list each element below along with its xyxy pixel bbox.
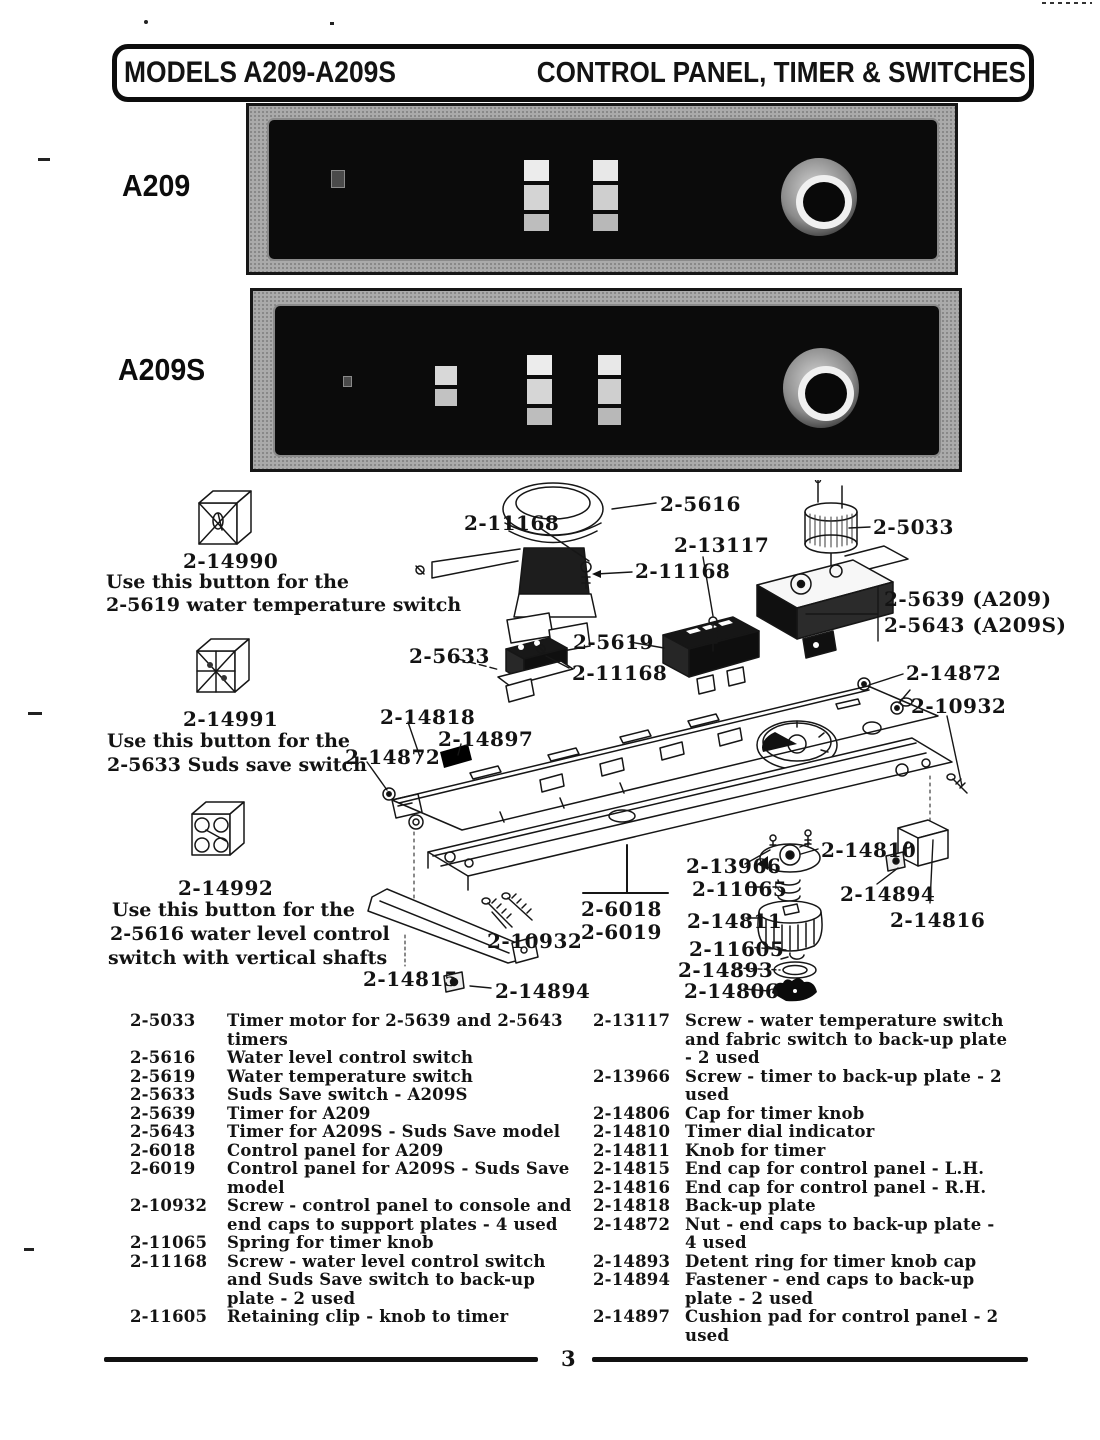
part-row bbox=[593, 1123, 1013, 1142]
page-number: 3 bbox=[561, 1346, 576, 1371]
button-note-line: 2-5633 Suds save switch bbox=[107, 754, 367, 776]
part-row bbox=[593, 1271, 1013, 1308]
button-note-line: Use this button for the bbox=[112, 899, 355, 921]
callout-2-14816: 2-14816 bbox=[890, 908, 986, 932]
panel-indicator-glyph bbox=[331, 170, 345, 188]
part-description: Nut - end caps to back-up plate - 4 used bbox=[685, 1214, 995, 1252]
part-row bbox=[593, 1179, 1013, 1198]
part-description: End cap for control panel - L.H. bbox=[685, 1159, 985, 1178]
button-note-line: 2-5616 water level control bbox=[110, 923, 390, 945]
panel-a209-label: A209 bbox=[122, 168, 191, 203]
part-row bbox=[593, 1068, 1013, 1105]
part-description: Back-up plate bbox=[685, 1196, 816, 1215]
callout-2-14872: 2-14872 bbox=[345, 745, 441, 769]
part-number: 2-5639 bbox=[130, 1103, 196, 1123]
callout-2-14815: 2-14815 bbox=[363, 967, 459, 991]
part-number: 2-11065 bbox=[130, 1233, 208, 1252]
part-row bbox=[593, 1160, 1013, 1179]
part-number: 2-14894 bbox=[593, 1270, 671, 1289]
pushbutton-column bbox=[593, 160, 618, 235]
part-row bbox=[130, 1234, 575, 1253]
part-description: Screw - control panel to console and end caps to support plates - 4 used bbox=[227, 1196, 572, 1234]
part-row bbox=[593, 1308, 1013, 1345]
part-number: 2-14815 bbox=[593, 1159, 671, 1178]
part-description: Screw - water temperature switch and fabric switch to back-up plate - 2 used bbox=[685, 1011, 1008, 1067]
callout-2-5619: 2-5619 bbox=[573, 630, 654, 654]
panel-indicator-glyph bbox=[343, 376, 352, 387]
button-part-2-14990: 2-14990 bbox=[183, 549, 279, 573]
button-note-line: Use this button for the bbox=[107, 730, 350, 752]
timer-knob-image bbox=[783, 348, 859, 428]
panel-a209s-label: A209S bbox=[118, 352, 206, 387]
callout-2-14872: 2-14872 bbox=[906, 661, 1002, 685]
part-row bbox=[130, 1253, 575, 1309]
parts-list-right bbox=[593, 1012, 1013, 1345]
part-description: Control panel for A209 bbox=[227, 1140, 444, 1160]
part-number: 2-14872 bbox=[593, 1214, 671, 1234]
part-description: Cap for timer knob bbox=[685, 1103, 865, 1123]
callout-2-11605: 2-11605 bbox=[689, 937, 785, 961]
part-number: 2-11168 bbox=[130, 1251, 208, 1271]
part-description: Knob for timer bbox=[685, 1140, 826, 1160]
part-number: 2-13966 bbox=[593, 1066, 671, 1086]
callout-2-14811: 2-14811 bbox=[687, 909, 783, 933]
part-row bbox=[593, 1253, 1013, 1272]
scan-mark bbox=[24, 1248, 34, 1251]
part-description: Spring for timer knob bbox=[227, 1233, 434, 1252]
callout-2-14897: 2-14897 bbox=[438, 727, 534, 751]
scan-mark bbox=[38, 158, 50, 161]
callout-2-13966: 2-13966 bbox=[686, 854, 782, 878]
callout-2-11065: 2-11065 bbox=[692, 877, 788, 901]
part-row bbox=[130, 1142, 575, 1161]
callout-2-6018: 2-6018 bbox=[581, 897, 662, 921]
button-note-line: Use this button for the bbox=[106, 571, 349, 593]
part-number: 2-5616 bbox=[130, 1048, 196, 1067]
button-note-line: 2-5619 water temperature switch bbox=[106, 594, 462, 616]
part-number: 2-6019 bbox=[130, 1159, 196, 1178]
scan-mark bbox=[28, 712, 42, 715]
part-number: 2-5643 bbox=[130, 1122, 196, 1141]
button-part-2-14992: 2-14992 bbox=[178, 876, 274, 900]
part-row bbox=[130, 1308, 575, 1327]
panel-a209s-image bbox=[250, 288, 962, 472]
part-description: Timer dial indicator bbox=[685, 1122, 875, 1141]
header-box bbox=[112, 44, 1034, 102]
part-row bbox=[130, 1049, 575, 1068]
pushbutton-column bbox=[598, 355, 621, 429]
part-description: Suds Save switch - A209S bbox=[227, 1085, 468, 1104]
callout-2-13117: 2-13117 bbox=[674, 533, 770, 557]
callout-2-14894: 2-14894 bbox=[840, 882, 936, 906]
callout-2-10932: 2-10932 bbox=[487, 929, 583, 953]
callout-2-11168: 2-11168 bbox=[464, 511, 560, 535]
part-row bbox=[593, 1216, 1013, 1253]
pushbutton-column bbox=[435, 366, 457, 410]
part-description: Timer motor for 2-5639 and 2-5643 timers bbox=[227, 1011, 563, 1049]
part-number: 2-14810 bbox=[593, 1122, 671, 1141]
part-description: Detent ring for timer knob cap bbox=[685, 1251, 977, 1271]
part-row bbox=[130, 1197, 575, 1234]
part-row bbox=[130, 1123, 575, 1142]
pushbutton-column bbox=[527, 355, 552, 429]
part-number: 2-14818 bbox=[593, 1196, 671, 1215]
part-row bbox=[130, 1105, 575, 1124]
callout-2-5633: 2-5633 bbox=[409, 644, 490, 668]
part-description: Retaining clip - knob to timer bbox=[227, 1307, 509, 1326]
callout-2-5643: 2-5643 (A209S) bbox=[884, 613, 1067, 637]
part-row bbox=[593, 1105, 1013, 1124]
callout-2-10932: 2-10932 bbox=[911, 694, 1007, 718]
scan-mark bbox=[1042, 2, 1092, 4]
panel-a209-face bbox=[267, 118, 939, 261]
part-number: 2-14897 bbox=[593, 1307, 671, 1326]
part-row bbox=[130, 1086, 575, 1105]
part-description: Water temperature switch bbox=[227, 1066, 474, 1086]
callout-2-6019: 2-6019 bbox=[581, 920, 662, 944]
timer-knob-image bbox=[781, 158, 857, 236]
panel-a209-image bbox=[246, 103, 958, 275]
pushbutton-column bbox=[524, 160, 549, 235]
part-description: Cushion pad for control panel - 2 used bbox=[685, 1307, 999, 1345]
part-row bbox=[593, 1142, 1013, 1161]
part-row bbox=[593, 1197, 1013, 1216]
footer-rule-left bbox=[104, 1357, 538, 1362]
part-number: 2-14811 bbox=[593, 1140, 671, 1160]
callout-2-5033: 2-5033 bbox=[873, 515, 954, 539]
callout-2-14810: 2-14810 bbox=[821, 838, 917, 862]
parts-list-left bbox=[130, 1012, 575, 1327]
button-part-2-14991: 2-14991 bbox=[183, 707, 279, 731]
part-number: 2-5633 bbox=[130, 1085, 196, 1104]
part-description: Water level control switch bbox=[227, 1048, 474, 1067]
callout-2-14818: 2-14818 bbox=[380, 705, 476, 729]
part-number: 2-14806 bbox=[593, 1103, 671, 1123]
part-number: 2-14893 bbox=[593, 1251, 671, 1271]
part-number: 2-10932 bbox=[130, 1196, 208, 1215]
part-row bbox=[593, 1012, 1013, 1068]
part-description: Timer for A209 bbox=[227, 1103, 371, 1123]
footer-rule-right bbox=[592, 1357, 1028, 1362]
callout-2-11168: 2-11168 bbox=[572, 661, 668, 685]
scan-speck bbox=[330, 22, 334, 25]
part-description: Fastener - end caps to back-up plate - 2 used bbox=[685, 1270, 975, 1308]
part-number: 2-5619 bbox=[130, 1066, 196, 1086]
part-row bbox=[130, 1160, 575, 1197]
part-row bbox=[130, 1012, 575, 1049]
callout-2-5639: 2-5639 (A209) bbox=[884, 587, 1052, 611]
part-description: Timer for A209S - Suds Save model bbox=[227, 1122, 561, 1141]
part-description: End cap for control panel - R.H. bbox=[685, 1177, 987, 1197]
part-number: 2-5033 bbox=[130, 1011, 196, 1030]
models-title: MODELS A209-A209S bbox=[124, 56, 396, 89]
scan-speck bbox=[144, 20, 148, 24]
part-number: 2-14816 bbox=[593, 1177, 671, 1197]
callout-2-14894: 2-14894 bbox=[495, 979, 591, 1003]
callout-2-11168: 2-11168 bbox=[635, 559, 731, 583]
part-description: Screw - water level control switch and Suds Save switch to back-up plate - 2 used bbox=[227, 1251, 546, 1308]
part-number: 2-6018 bbox=[130, 1140, 196, 1160]
part-row bbox=[130, 1068, 575, 1087]
callout-2-14806: 2-14806 bbox=[684, 979, 780, 1003]
callout-2-14893: 2-14893 bbox=[678, 958, 774, 982]
part-description: Control panel for A209S - Suds Save model bbox=[227, 1159, 570, 1197]
part-description: Screw - timer to back-up plate - 2 used bbox=[685, 1066, 1002, 1104]
part-number: 2-13117 bbox=[593, 1011, 671, 1030]
section-title: CONTROL PANEL, TIMER & SWITCHES bbox=[536, 56, 1026, 89]
button-note-line: switch with vertical shafts bbox=[108, 947, 388, 969]
panel-a209s-face bbox=[273, 304, 941, 457]
part-number: 2-11605 bbox=[130, 1307, 208, 1326]
callout-2-5616: 2-5616 bbox=[660, 492, 741, 516]
